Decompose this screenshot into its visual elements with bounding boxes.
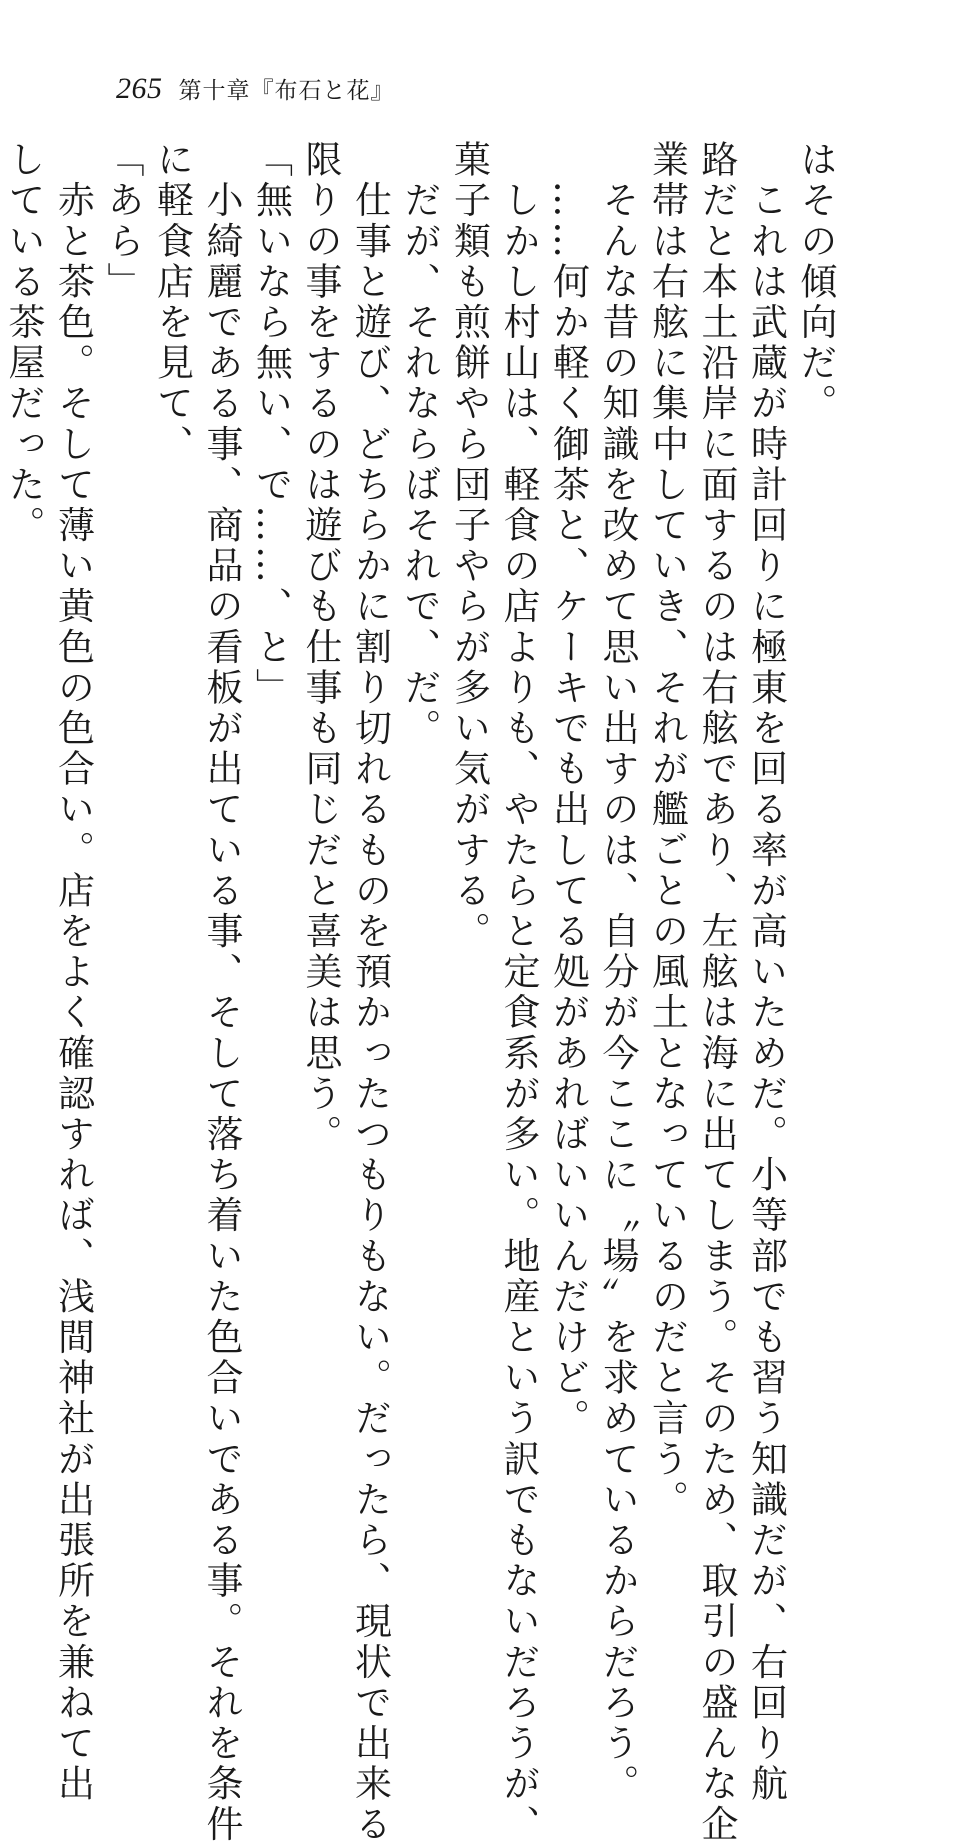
text-line: 小綺麗である事、商品の看板が出ている事、そして落ち着いた色合いである事。それを条件 bbox=[200, 140, 243, 1845]
text-line: 赤と茶色。そして薄い黄色の色合い。店をよく確認すれば、浅間神社が出張所を兼ねて出 bbox=[51, 140, 95, 1805]
page-number: 265 bbox=[116, 72, 163, 105]
chapter-title: 第十章『布石と花』 bbox=[178, 78, 395, 104]
text-line: 「無いなら無い、で……、と」 bbox=[249, 140, 293, 709]
page-header bbox=[116, 72, 395, 108]
text-line: 路だと本土沿岸に面するのは右舷であり、左舷は海に出てしまう。そのため、取引の盛んな企 bbox=[695, 140, 738, 1845]
text-line: ……何か軽く御茶と、ケーキでも出してる処があればいいんだけど。 bbox=[546, 140, 590, 1440]
text-line: 業帯は右舷に集中していき、それが艦ごとの風土となっているのだと言う。 bbox=[645, 140, 689, 1521]
text-line: しかし村山は、軽食の店よりも、やたらと定食系が多い。地産という訳でもないだろうが、 bbox=[497, 140, 540, 1845]
text-line: 仕事と遊び、どちらかに割り切れるものを預かったつもりもない。だったら、現状で出来る bbox=[348, 140, 392, 1845]
text-line: している茶屋だった。 bbox=[2, 140, 45, 546]
text-line: だが、それならばそれで、だ。 bbox=[398, 140, 441, 749]
text-line: はその傾向だ。 bbox=[794, 140, 837, 425]
text-line: 菓子類も煎餅やら団子やらが多い気がする。 bbox=[447, 140, 491, 952]
text-line: これは武蔵が時計回りに極東を回る率が高いためだ。小等部でも習う知識だが、右回り航 bbox=[744, 140, 788, 1805]
text-line: そんな昔の知識を改めて思い出すのは、自分が今ここに〝場〟を求めているからだろう。 bbox=[596, 140, 639, 1805]
vertical-text-body bbox=[2, 140, 840, 1845]
text-line: 「あら」 bbox=[101, 140, 144, 303]
text-line: に軽食店を見て、 bbox=[150, 140, 194, 465]
text-line: 限りの事をするのは遊びも仕事も同じだと喜美は思う。 bbox=[299, 140, 342, 1155]
